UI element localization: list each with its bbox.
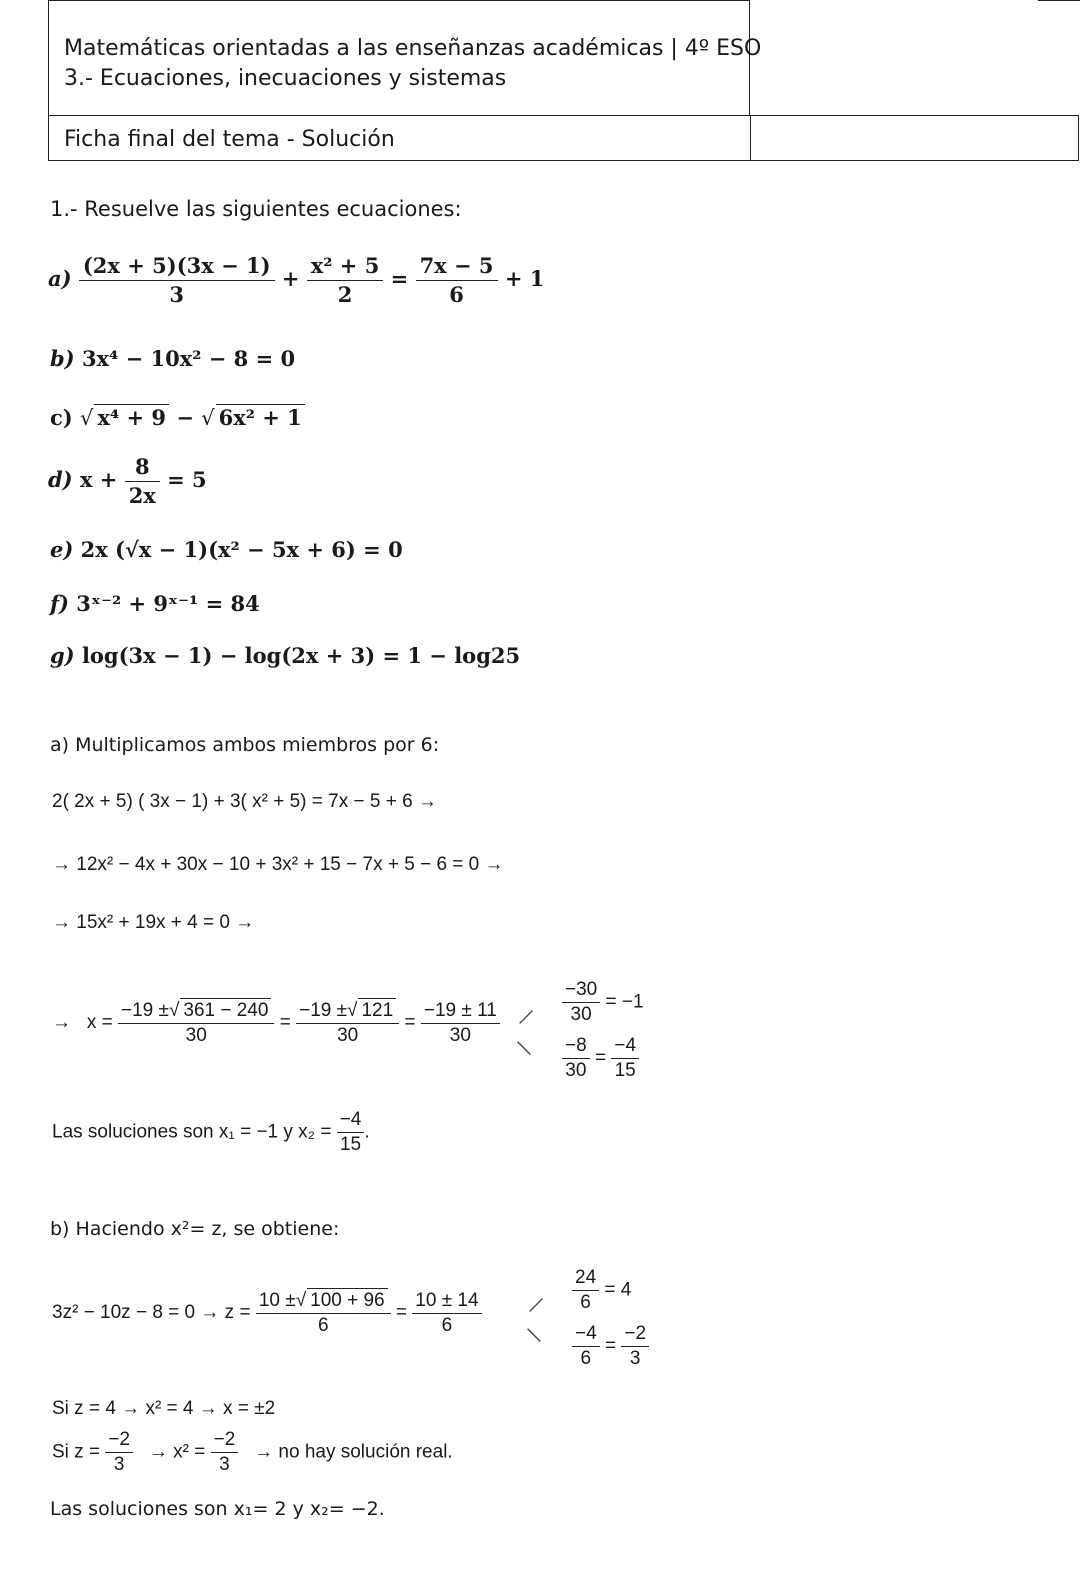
solution-b-case2: Si z = $\frac{-2}{3}$ → x² = $\frac{-2}{3}$ → no hay solución real. xyxy=(52,1429,453,1475)
radical-sign-icon: √ xyxy=(168,1000,180,1021)
solution-a-root2: $\frac{-8}{30}$ = $\frac{-4}{15}$ xyxy=(562,1034,639,1083)
equation-b: b) 3x⁴ − 10x² − 8 = 0 xyxy=(50,346,296,371)
equation-a-plus: + xyxy=(281,266,300,291)
equation-a-equals: = xyxy=(390,266,409,291)
equation-a-tail: + 1 xyxy=(504,266,545,291)
header-table xyxy=(48,0,1079,160)
equation-a-frac3: $\frac{7x - 5}{6}$ xyxy=(416,252,498,309)
equation-f-expr: 3ˣ⁻² + 9ˣ⁻¹ = 84 xyxy=(76,591,260,616)
solution-a-frac2: $\frac{-19 \pm√ 121}{30}$ xyxy=(296,998,399,1048)
solution-a-frac3: $\frac{-19 \pm 11}{30}$ xyxy=(421,999,500,1048)
solution-b-case1: Si z = 4 → x² = 4 → x = ±2 xyxy=(52,1398,276,1419)
solution-a-formula: → x = $\frac{-19 \pm√ 361 - 240}{30}$ = $\frac{-19 \pm√ 121}{30}$ = $\frac{-19 \pm 11}{30}$ xyxy=(52,998,500,1048)
equation-d-frac: $\frac{8}{2x}$ xyxy=(125,453,160,510)
solution-b-intro: b) Haciendo x²= z, se obtiene: xyxy=(50,1218,340,1240)
solution-b-frac1: $\frac{10 \pm√ 100 + 96}{6}$ xyxy=(256,1288,391,1338)
equation-f: f) 3ˣ⁻² + 9ˣ⁻¹ = 84 xyxy=(50,591,260,616)
equation-b-expr: 3x⁴ − 10x² − 8 = 0 xyxy=(81,346,296,371)
equation-c: c) √ x⁴ + 9 − √ 6x² + 1 xyxy=(50,404,305,430)
radical-sign-icon: √ xyxy=(201,406,215,430)
equation-a-frac1: $\frac{(2x + 5)(3x - 1)}{3}$ xyxy=(79,252,275,309)
solution-b-root2: $\frac{-4}{6}$ = $\frac{-2}{3}$ xyxy=(572,1322,649,1371)
task-statement: 1.- Resuelve las siguientes ecuaciones: xyxy=(50,197,462,221)
solution-a-root1: $\frac{-30}{30}$ = −1 xyxy=(562,978,644,1027)
solution-a-step1: 2( 2x + 5) ( 3x − 1) + 3( x² + 5) = 7x − 5 + 6 → xyxy=(52,791,437,812)
solution-a-conclusion: Las soluciones son x₁ = −1 y x₂ = $\frac{-4}{15}$ . xyxy=(52,1109,370,1155)
worksheet-title: Ficha final del tema - Solución xyxy=(64,127,395,152)
solution-a-step3: → 15x² + 19x + 4 = 0 → xyxy=(52,912,255,933)
solution-a-intro: a) Multiplicamos ambos miembros por 6: xyxy=(50,734,440,756)
solution-b-formula: 3z² − 10z − 8 = 0 → z = $\frac{10 \pm√ 100 + 96}{6}$ = $\frac{10 \pm 14}{6}$ xyxy=(52,1288,482,1338)
branch-down-icon: — xyxy=(519,1318,551,1350)
solution-b-frac2: $\frac{10 \pm 14}{6}$ xyxy=(412,1289,481,1338)
equation-a-frac2: $\frac{\text{x² + 5}}{2}$ xyxy=(307,252,384,309)
equation-a xyxy=(48,252,544,309)
equation-g-expr: log(3x − 1) − log(2x + 3) = 1 − log25 xyxy=(81,643,521,668)
branch-up-icon: — xyxy=(509,1000,541,1032)
equation-c-radicand1: x⁴ + 9 xyxy=(94,404,169,430)
solution-a-step2: → 12x² − 4x + 30x − 10 + 3x² + 15 − 7x + 5 − 6 = 0 → xyxy=(52,854,504,875)
equation-a-label: a) xyxy=(48,266,72,291)
solution-b-root1: $\frac{24}{6}$ = 4 xyxy=(572,1266,631,1315)
unit-title: 3.- Ecuaciones, inecuaciones y sistemas xyxy=(64,66,507,91)
equation-d: d) x + $\frac{8}{2x}$ = 5 xyxy=(48,454,207,508)
branch-up-icon: — xyxy=(519,1288,551,1320)
radical-sign-icon: √ xyxy=(80,406,94,430)
branch-down-icon: — xyxy=(509,1031,541,1063)
radical-sign-icon: √ xyxy=(295,1290,307,1311)
equation-e-expr: 2x (√x − 1)(x² − 5x + 6) = 0 xyxy=(80,537,403,562)
equation-c-radicand2: 6x² + 1 xyxy=(216,404,305,430)
course-title: Matemáticas orientadas a las enseñanzas académicas | 4º ESO xyxy=(64,36,762,61)
solution-a-frac1: $\frac{-19 \pm√ 361 - 240}{30}$ xyxy=(118,998,274,1048)
equation-g: g) log(3x − 1) − log(2x + 3) = 1 − log25 xyxy=(50,643,521,668)
solution-b-conclusion: Las soluciones son x₁= 2 y x₂= −2. xyxy=(50,1498,385,1520)
header-divider xyxy=(750,115,751,161)
header-corner-line xyxy=(1038,0,1080,1)
equation-e: e) 2x (√x − 1)(x² − 5x + 6) = 0 xyxy=(50,537,403,562)
radical-sign-icon: √ xyxy=(347,1000,358,1021)
